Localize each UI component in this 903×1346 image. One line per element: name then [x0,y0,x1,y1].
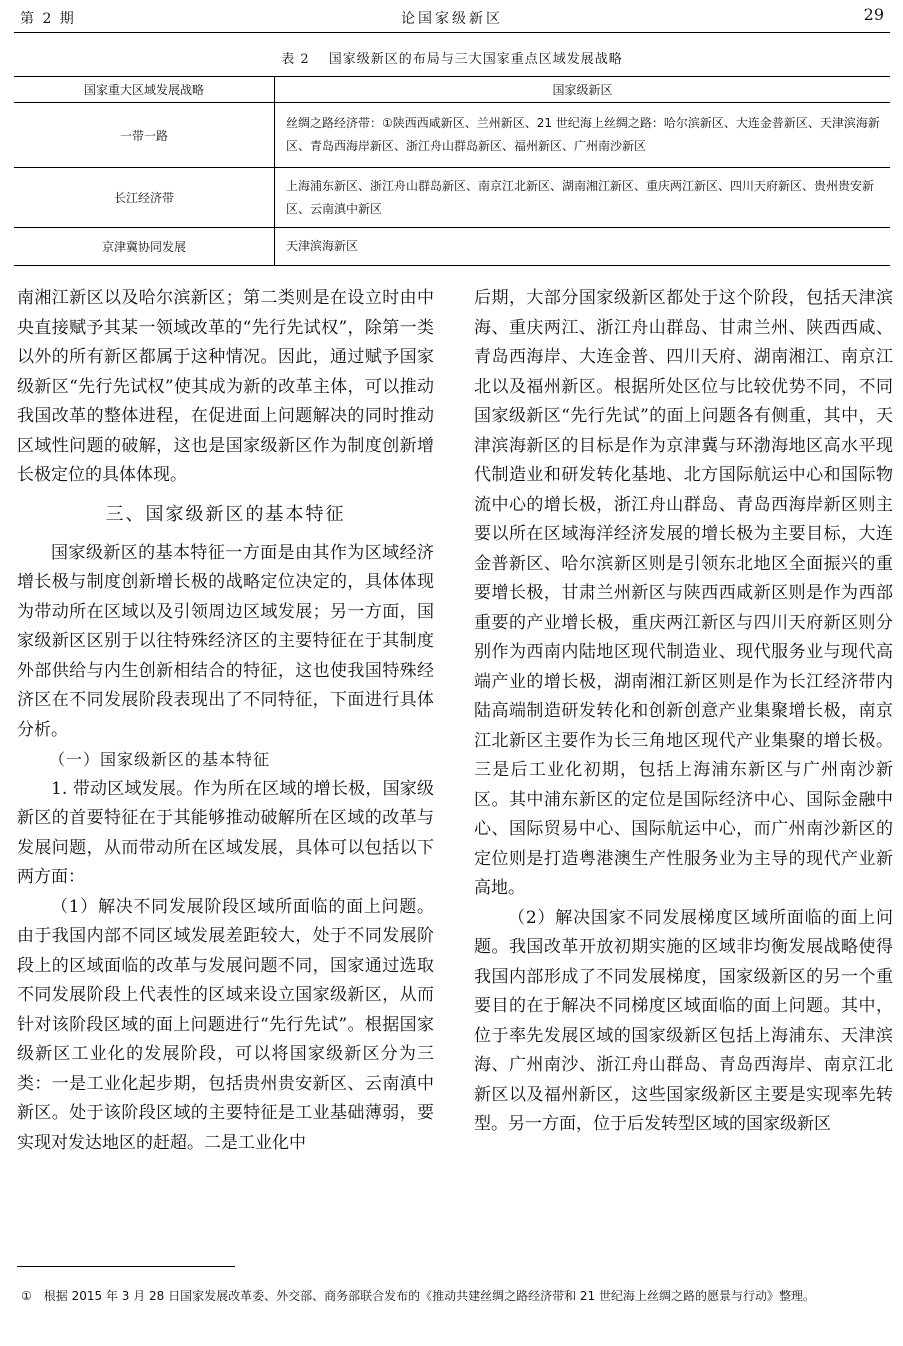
table-cell-strategy: 京津冀协同发展 [14,228,275,266]
table-row [14,168,890,228]
right-column [474,284,893,1140]
table-caption [14,48,890,67]
footnote-text: 根据 2015 年 3 月 28 日国家发展改革委、外交部、商务部联合发布的《推动共建丝绸之路经济带和 21 世纪海上丝绸之路的愿景与行动》整理。 [43,1289,815,1303]
page-number: 29 [863,5,884,24]
table-cell-zones: 上海浦东新区、浙江舟山群岛新区、南京江北新区、湖南湘江新区、重庆两江新区、四川天府新区、贵州贵安新区、云南滇中新区 [275,168,891,228]
table-header-row [14,77,890,103]
body-paragraph: （2）解决国家不同发展梯度区域所面临的面上问题。我国改革开放初期实施的区域非均衡发展战略使得我国内部形成了不同发展梯度，国家级新区的另一个重要目的在于解决不同梯度区域面临的面上问题。其中，位于率先发展区域的国家级新区包括上海浦东、天津滨海、广州南沙、浙江舟山群岛、青岛西海岸、南京江北新区以及福州新区，这些国家级新区主要是实现率先转型。另一方面，位于后发转型区域的国家级新区 [474,907,893,1134]
table-cell-zones: 丝绸之路经济带：①陕西西咸新区、兰州新区、21 世纪海上丝绸之路：哈尔滨新区、大连金普新区、天津滨海新区、青岛西海岸新区、浙江舟山群岛新区、福州新区、广州南沙新区 [275,103,891,168]
table-title: 国家级新区的布局与三大国家重点区域发展战略 [328,52,623,67]
table-cell-strategy: 一带一路 [14,103,275,168]
body-paragraph: （1）解决不同发展阶段区域所面临的面上问题。由于我国内部不同区域发展差距较大，处于不同发展阶段上的区域面临的改革与发展问题不同，国家通过选取不同发展阶段上代表性的区域来设立国家级新区，从而针对该阶段区域的面上问题进行“先行先试”。根据国家级新区工业化的发展阶段，可以将国家级新区分为三类：一是工业化起步期，包括贵州贵安新区、云南滇中新区。处于该阶段区域的主要特征是工业基础薄弱，要实现对发达地区的赶超。二是工业化中 [17,896,434,1153]
journal-title: 论国家级新区 [401,11,503,27]
table-header-cell: 国家重大区域发展战略 [14,77,275,103]
table-row [14,103,890,168]
body-paragraph: 南湘江新区以及哈尔滨新区；第二类则是在设立时由中央直接赋予其某一领域改革的“先行先试权”，除第一类以外的所有新区都属于这种情况。因此，通过赋予国家级新区“先行先试权”使其成为新的改革主体，可以推动我国改革的整体进程，在促进面上问题解决的同时推动区域性问题的破解，这也是国家级新区作为制度创新增长极定位的具体体现。 [17,288,434,485]
footnote-mark: ① [21,1289,32,1303]
running-header [14,0,890,33]
table-header-cell: 国家级新区 [275,77,891,103]
issue-number: 第 2 期 [20,11,76,27]
left-column [17,284,434,1158]
footnote-rule [17,1266,235,1267]
strategy-table [14,76,890,266]
table-label: 表 2 [281,52,310,67]
table-cell-strategy: 长江经济带 [14,168,275,228]
body-paragraph: 1. 带动区域发展。作为所在区域的增长极，国家级新区的首要特征在于其能够推动破解所在区域的改革与发展问题，从而带动所在区域发展，具体可以包括以下两方面： [17,778,434,887]
body-paragraph: 国家级新区的基本特征一方面是由其作为区域经济增长极与制度创新增长极的战略定位决定的，具体体现为带动所在区域以及引领周边区域发展；另一方面，国家级新区区别于以往特殊经济区的主要特征在于其制度外部供给与内生创新相结合的特征，这也使我国特殊经济区在不同发展阶段表现出了不同特征，下面进行具体分析。 [17,542,434,740]
footnote [17,1286,891,1306]
table-row [14,228,890,266]
body-paragraph: 后期，大部分国家级新区都处于这个阶段，包括天津滨海、重庆两江、浙江舟山群岛、甘肃兰州、陕西西咸、青岛西海岸、大连金普、四川天府、湖南湘江、南京江北以及福州新区。根据所处区位与比较优势不同，不同国家级新区“先行先试”的面上问题各有侧重，其中，天津滨海新区的目标是作为京津冀与环渤海地区高水平现代制造业和研发转化基地、北方国际航运中心和国际物流中心的增长极，浙江舟山群岛、青岛西海岸新区则主要以所在区域海洋经济发展的增长极为主要目标，大连金普新区、哈尔滨新区则是引领东北地区全面振兴的重要增长极，甘肃兰州新区与陕西西咸新区则是作为西部重要的产业增长极，重庆两江新区与四川天府新区则分别作为西南内陆地区现代制造业、现代服务业与现代高端产业的增长极，湖南湘江新区则是作为长江经济带内陆高端制造研发转化和创新创意产业集聚增长极，南京江北新区主要作为长三角地区现代产业集聚的增长极。三是后工业化初期，包括上海浦东新区与广州南沙新区。其中浦东新区的定位是国际经济中心、国际金融中心、国际贸易中心、国际航运中心，而广州南沙新区的定位则是打造粤港澳生产性服务业为主导的现代产业新高地。 [474,288,893,898]
section-heading: 三、国家级新区的基本特征 [105,503,346,525]
subsection-heading: （一）国家级新区的基本特征 [49,750,271,769]
table-cell-zones: 天津滨海新区 [275,228,891,266]
